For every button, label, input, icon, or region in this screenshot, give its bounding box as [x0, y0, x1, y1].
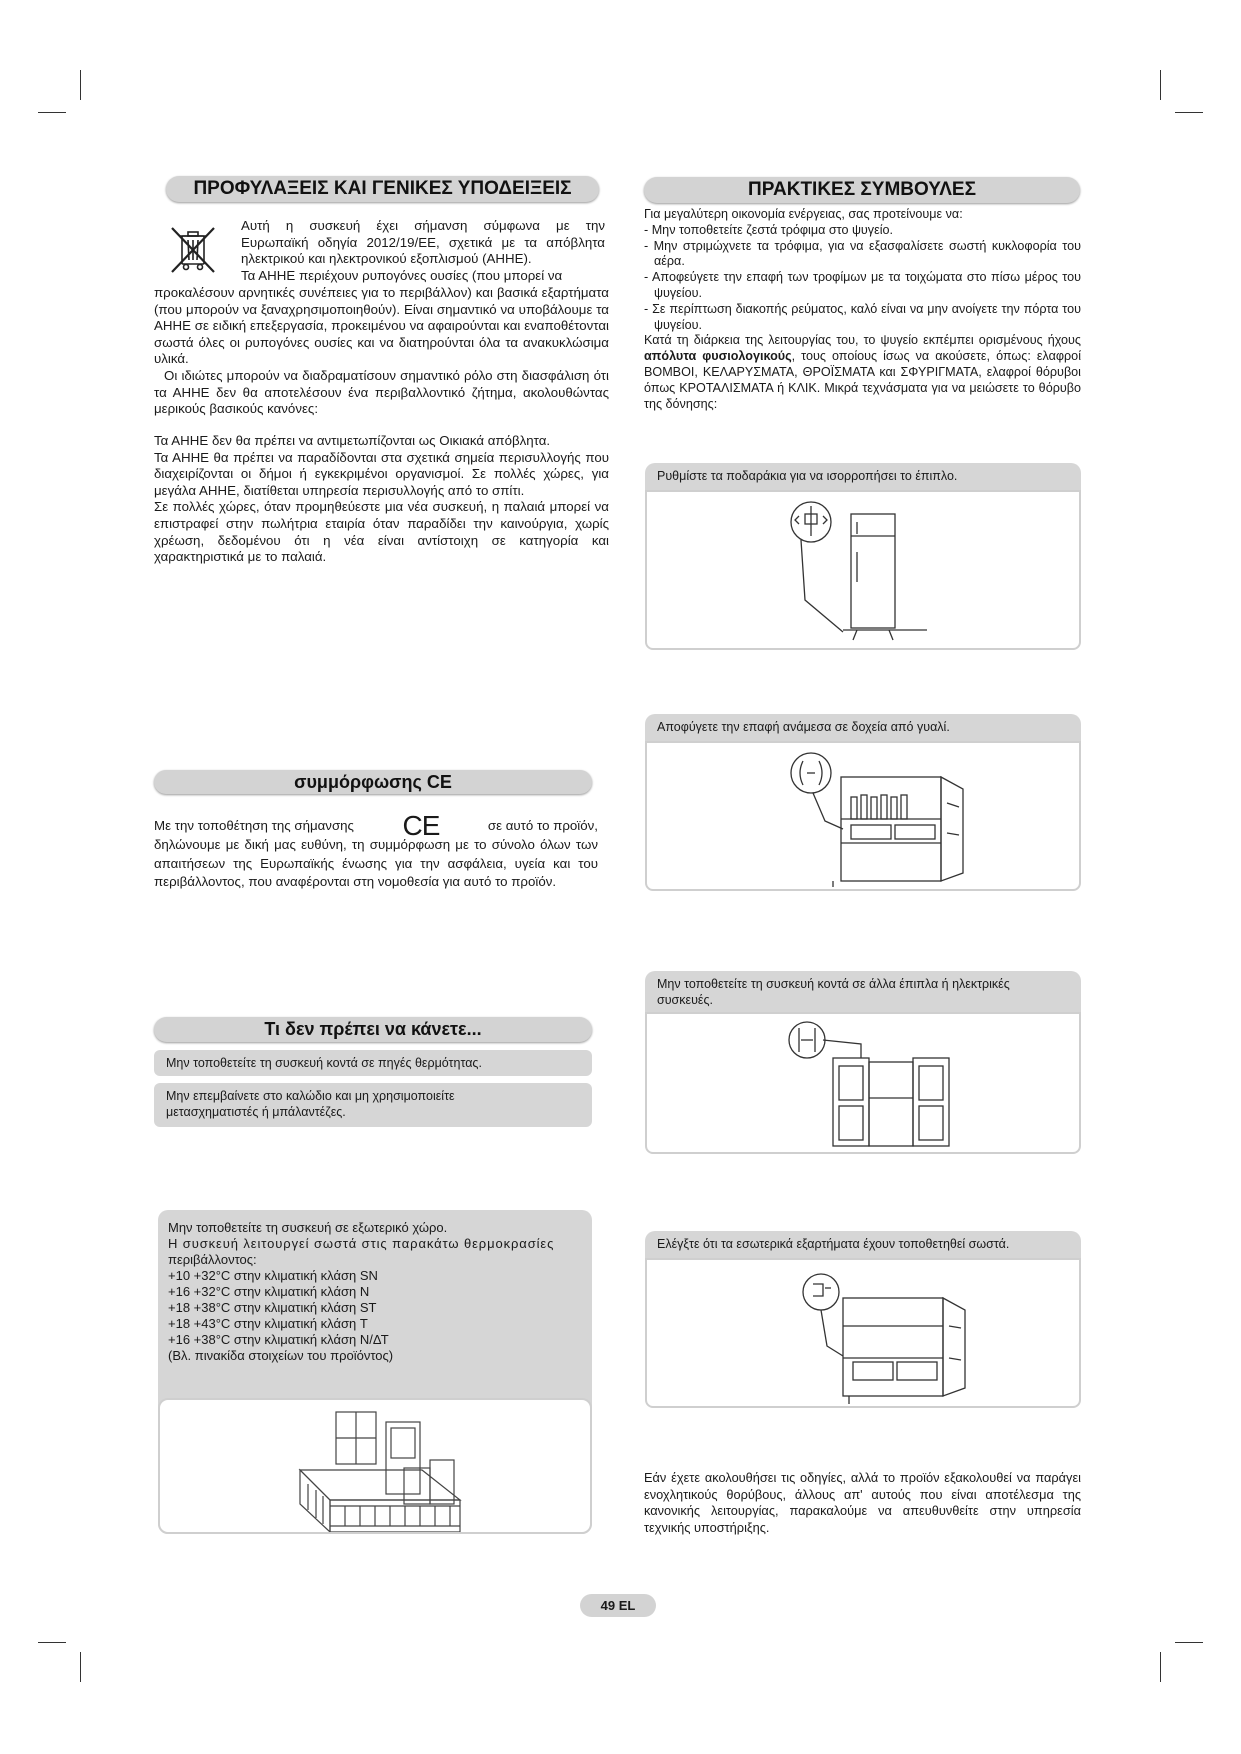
ce-title: συμμόρφωσης CE: [154, 770, 592, 794]
dont-item-heat: Μην τοποθετείτε τη συσκευή κοντά σε πηγές θερμότητας.: [154, 1050, 592, 1076]
tip-box-feet: [645, 490, 1081, 650]
dont-cable-line: Μην επεμβαίνετε στο καλώδιο και μη χρησιμοποιείτε: [166, 1089, 455, 1103]
climate-class: +10 +32°C στην κλιματική κλάση SN: [168, 1268, 378, 1283]
fridge-parts-illustration: [647, 1260, 1079, 1406]
crop-mark: [38, 112, 66, 113]
dont-item-cable: [154, 1083, 592, 1127]
rule-paragraph: Τα ΑΗΗΕ θα πρέπει να παραδίδονται στα σχετικά σημεία περισυλλογής που διαχειρίζονται οι δήμοι ή εγκεκριμένοι οργανισμοί. Σε πολλές χώρες, για μεγάλα ΑΗΗΕ, διατίθεται υπηρεσία περισυλλογής από το σπίτι.: [154, 449, 609, 498]
tip-item: - Σε περίπτωση διακοπής ρεύματος, καλό είναι να μην ανοίγετε την πόρτα του ψυγείου.: [644, 301, 1081, 332]
weee-line: Τα ΑΗΗΕ περιέχουν ρυπογόνες ουσίες (που μπορεί να: [241, 267, 563, 283]
tip-box-distance: [645, 1012, 1081, 1154]
weee-continuation: [154, 285, 609, 418]
ce-after: σε αυτό το προϊόν,: [487, 817, 598, 833]
weee-paragraph: προκαλέσουν αρνητικές συνέπειες για το περιβάλλον) και βασικά εξαρτήματα (που μπορούν να ξαναχρησιμοποιηθούν). Είναι σημαντικό να υποβάλουμε τα ΑΗΗΕ σε ειδική επεξεργασία, προκειμένου να αφαιρούνται και εναποθέτονται σωστά όλες οι ρυπογόνες ουσίες και να διατηρούνται όλα τα ανακυκλώσιμα υλικά.: [154, 285, 609, 367]
outdoor-line: Μην τοποθετείτε τη συσκευή σε εξωτερικό χώρο.: [168, 1220, 448, 1235]
fridge-distance-illustration: [647, 1014, 1079, 1152]
tip-box-parts: [645, 1258, 1081, 1408]
weee-line: ηλεκτρικού και ηλεκτρονικού εξοπλισμού (ΑΗΗΕ).: [241, 251, 532, 267]
rule-paragraph: Τα ΑΗΗΕ δεν θα πρέπει να αντιμετωπίζονται ως Οικιακά απόβλητα.: [154, 433, 551, 448]
tips-intro: Για μεγαλύτερη οικονομία ενέργειας, σας προτείνουμε να:: [644, 207, 963, 221]
crop-mark: [38, 1642, 66, 1643]
crossed-bin-icon: [168, 224, 218, 276]
tip-item: - Μην στριμώχνετε τα τρόφιμα, για να εξασφαλίσετε σωστή κυκλοφορία του αέρα.: [644, 238, 1081, 269]
fridge-glass-illustration: [647, 743, 1079, 889]
ce-text: [154, 810, 598, 892]
ce-before: Με την τοποθέτηση της σήμανσης: [154, 817, 354, 833]
tip-box-distance-header: Μην τοποθετείτε τη συσκευή κοντά σε άλλα έπιπλα ή ηλεκτρικές συσκευές.: [645, 971, 1081, 1013]
crop-mark: [1160, 1652, 1161, 1682]
crop-mark: [1175, 112, 1203, 113]
fridge-feet-illustration: [647, 492, 1079, 648]
ce-mark-icon: CE: [402, 810, 440, 841]
tip-box-parts-header: Ελέγξτε ότι τα εσωτερικά εξαρτήματα έχουν τοποθετηθεί σωστά.: [645, 1231, 1081, 1261]
crop-mark: [80, 70, 81, 100]
tip-box-glass-header: Αποφύγετε την επαφή ανάμεσα σε δοχεία από γυαλί.: [645, 714, 1081, 744]
noise-text: Κατά τη διάρκεια της λειτουργίας του, το ψυγείο εκπέμπει ορισμένους ήχους: [644, 333, 1081, 348]
crop-mark: [1175, 1642, 1203, 1643]
climate-class: +18 +38°C στην κλιματική κλάση ST: [168, 1300, 377, 1315]
outdoor-line: περιβάλλοντος:: [168, 1252, 257, 1267]
tip-item: - Αποφεύγετε την επαφή των τροφίμων με τα τοιχώματα στο πίσω μέρος του ψυγείου.: [644, 270, 1081, 300]
climate-class: +16 +38°C στην κλιματική κλάση N/ΔΤ: [168, 1332, 389, 1347]
outdoor-line: Η συσκευή λειτουργεί σωστά στις παρακάτω θερμοκρασίες: [168, 1236, 555, 1251]
climate-class: +16 +32°C στην κλιματική κλάση N: [168, 1284, 370, 1299]
weee-line: Ευρωπαϊκή οδηγία 2012/19/ΕΕ, σχετικά με τα απόβλητα: [241, 234, 605, 250]
noise-paragraph: [644, 333, 1081, 412]
crop-mark: [1160, 70, 1161, 100]
precautions-title: ΠΡΟΦΥΛΑΞΕΙΣ ΚΑΙ ΓΕΝΙΚΕΣ ΥΠΟΔΕΙΞΕΙΣ: [166, 176, 599, 202]
noise-text: , τους οποίους ίσως να ακούσετε, όπως: ελαφροί ΒΟΜΒΟΙ, ΚΕΛΑΡΥΣΜΑΤΑ, ΘΡΟΪΣΜΑΤΑ και ΣΦΥΡΙΓΜΑΤΑ, ελαφροί θόρυβοι όπως ΚΡΟΤΑΛΙΣΜΑΤΑ ή ΚΛΙΚ. Μικρά τεχνάσματα για να μειώσετε το θόρυβο της δόνησης:: [644, 349, 1081, 411]
rule-paragraph: Σε πολλές χώρες, όταν προμηθεύεστε μια νέα συσκευή, η παλαιά μπορεί να επιστραφεί στην πωλήτρια εταιρία όταν παραδίδει την καινούργια, χωρίς χρέωση, δεδομένου ότι η νέα είναι αντίστοιχη σε κατηγορία και χαρακτηριστικά με το παλαιά.: [154, 499, 609, 565]
climate-class: +18 +43°C στην κλιματική κλάση T: [168, 1316, 368, 1331]
tips-text: [644, 207, 1081, 412]
ce-first-line: [154, 810, 598, 841]
closing-paragraph: Εάν έχετε ακολουθήσει τις οδηγίες, αλλά το προϊόν εξακολουθεί να παράγει ενοχλητικούς θορύβους, άλλους απ' αυτούς που είναι αποτέλεσμα της κανονικής λειτουργίας, παρακαλούμε να απευθυνθείτε στην υπηρεσία τεχνικής υποστήριξης.: [644, 1470, 1081, 1535]
weee-paragraph: Οι ιδιώτες μπορούν να διαδραματίσουν σημαντικό ρόλο στη διασφάλιση ότι τα ΑΗΗΕ δεν θα αποτελέσουν ένα περιβαλλοντικό ζήτημα, ακολουθώντας μερικούς βασικούς κανόνες:: [154, 367, 609, 417]
tip-item: - Μην τοποθετείτε ζεστά τρόφιμα στο ψυγείο.: [644, 222, 894, 237]
weee-line: Αυτή η συσκευή έχει σήμανση σύμφωνα με την: [241, 218, 605, 233]
tip-box-feet-header: Ρυθμίστε τα ποδαράκια για να ισορροπήσει το έπιπλο.: [645, 463, 1081, 493]
crop-mark: [80, 1652, 81, 1682]
tips-title: ΠΡΑΚΤΙΚΕΣ ΣΥΜΒΟΥΛΕΣ: [644, 177, 1080, 203]
rating-note: (Βλ. πινακίδα στοιχείων του προϊόντος): [168, 1348, 394, 1363]
tip-box-glass: [645, 741, 1081, 891]
weee-rules: [154, 433, 609, 566]
dont-title: Τι δεν πρέπει να κάνετε...: [154, 1017, 592, 1042]
ce-paragraph: δηλώνουμε με δική μας ευθύνη, τη συμμόρφωση με το σύνολο όλων των απαιτήσεων της Ευρωπαϊκής ένωσης για την ασφάλεια, υγεία και του περιβάλλοντος, που αναφέρονται στη νομοθεσία για αυτό το προϊόν.: [154, 837, 598, 889]
balcony-illustration: [160, 1400, 590, 1532]
balcony-panel: [158, 1398, 592, 1534]
weee-text-block: [241, 218, 605, 284]
dont-cable-line: μετασχηματιστές ή μπάλαντέζες.: [166, 1104, 346, 1119]
noise-bold: απόλυτα φυσιολογικούς: [644, 349, 792, 364]
page-number: 49 EL: [580, 1594, 656, 1617]
